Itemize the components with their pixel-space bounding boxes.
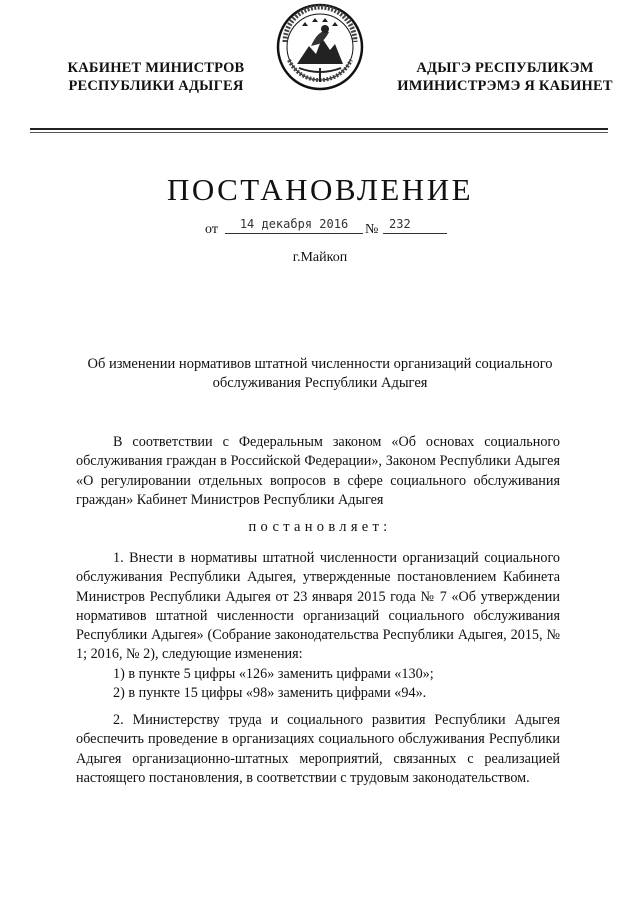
preamble [76,433,560,510]
issuer-line-2: РЕСПУБЛИКИ АДЫГЕЯ [68,78,244,94]
document-date: 14 декабря 2016 [225,216,363,234]
item-1-sub-1: 1) в пункте 5 цифры «126» заменить цифрами «130»; [113,665,434,682]
number-prefix: № [365,222,379,237]
date-number-line [205,216,445,238]
issuer-line-1-adyghe: АДЫГЭ РЕСПУБЛИКЭМ [416,60,594,76]
issuer-line-2-adyghe: ИМИНИСТРЭМЭ Я КАБИНЕТ [397,78,613,94]
coat-of-arms-icon [275,2,365,92]
issuer-name-russian [48,59,264,95]
item-1 [76,549,560,703]
header-divider [30,128,608,130]
preamble-text: В соответствии с Федеральным законом «Об основах социального обслуживания граждан в Российской Федерации», Законом Республики Адыгея «О регулировании отдельных вопросов в сфере социального обслуживания граждан» Кабинет Министров Республики Адыгея [76,434,560,508]
item-1-text: 1. Внести в нормативы штатной численности организаций социального обслуживания Республики Адыгея, утвержденные постановлением Кабинета Министров Республики Адыгея от 23 января 2015 года № 7 «Об утверждении нормативов штатной численности организаций социального обслуживания Республики Адыгея» (Собрание законодательства Республики Адыгея, 2015, № 1; 2016, № 2), следующие изменения: [76,550,560,663]
document-title: ПОСТАНОВЛЕНИЕ [166,172,474,207]
item-2-text: 2. Министерству труда и социального развития Республики Адыгея обеспечить проведение в организациях социального обслуживания Республики Адыгея организационно-штатных мероприятий, связанных с реализацией настоящего постановления, в соответствии с трудовым законодательством. [76,712,560,786]
issuer-line-1: КАБИНЕТ МИНИСТРОВ [67,60,245,76]
document-subject: Об изменении нормативов штатной численности организаций социального обслуживания Республики Адыгея [87,356,553,391]
item-1-sub-2: 2) в пункте 15 цифры «98» заменить цифрами «94». [113,685,427,702]
decrees-word: постановляет: [248,519,392,535]
issuer-name-adyghe [380,59,630,95]
item-2 [76,711,560,788]
date-prefix: от [205,222,218,237]
document-number: 232 [383,216,447,234]
header-divider-thin [30,132,608,133]
city: г.Майкоп [292,250,348,265]
